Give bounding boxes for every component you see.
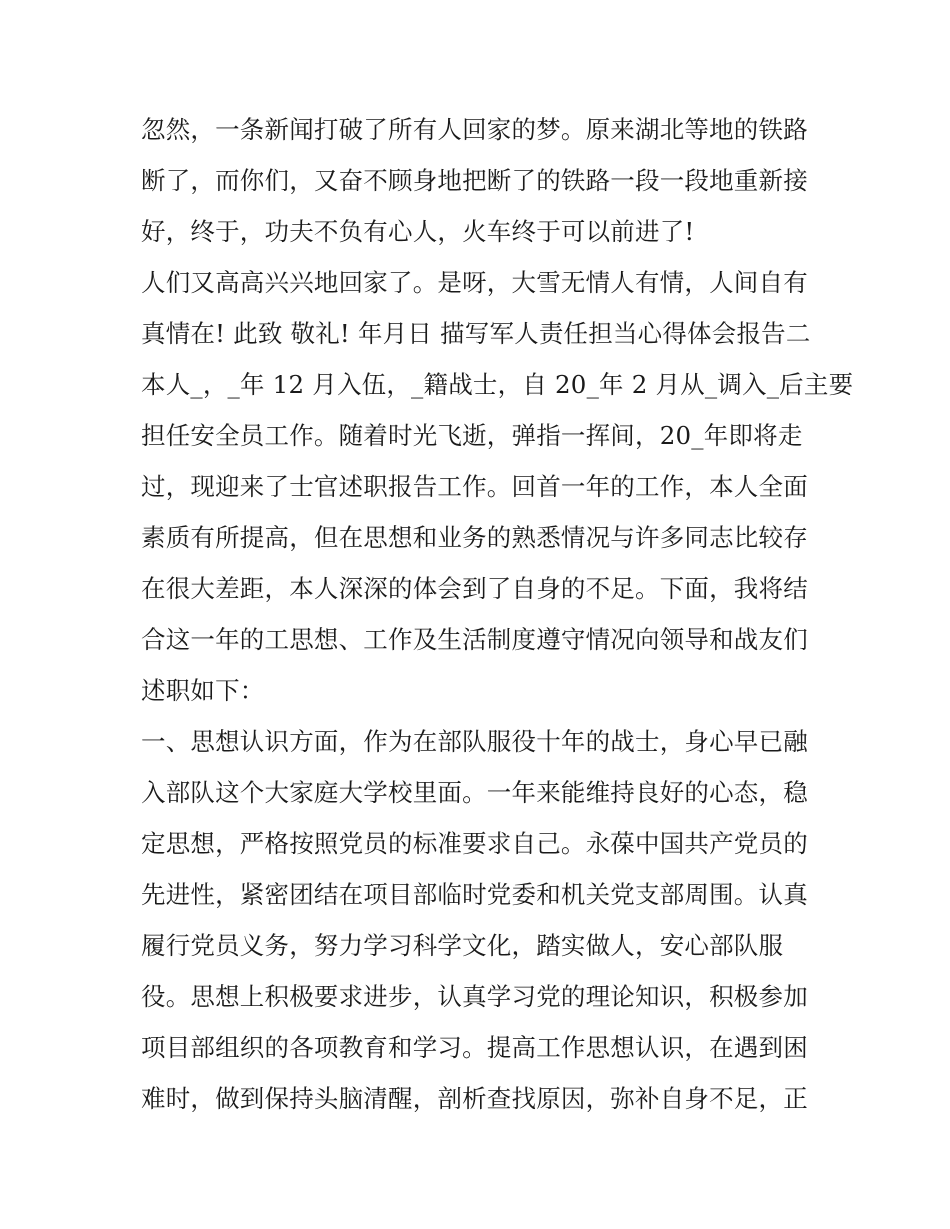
text-line: 役。思想上积极要求进步，认真学习党的理论知识，积极参加 <box>141 982 808 1011</box>
text-line: 难时，做到保持头脑清醒，剖析查找原因，弥补自身不足，正 <box>141 1084 808 1113</box>
text-line: 本人_，_年 12 月入伍，_籍战士，自 20_年 2 月从_调入_后主要 <box>141 370 854 399</box>
text-line: 人们又高高兴兴地回家了。是呀，大雪无情人有情，人间自有 <box>141 268 808 297</box>
text-line: 先进性，紧密团结在项目部临时党委和机关党支部周围。认真 <box>141 880 808 909</box>
text-line: 忽然，一条新闻打破了所有人回家的梦。原来湖北等地的铁路 <box>141 115 808 144</box>
text-line: 述职如下： <box>141 676 265 705</box>
text-line: 担任安全员工作。随着时光飞逝，弹指一挥间，20_年即将走 <box>141 421 803 450</box>
document-body <box>141 104 854 1124</box>
text-line: 一、思想认识方面，作为在部队服役十年的战士，身心早已融 <box>141 727 808 756</box>
text-line: 项目部组织的各项教育和学习。提高工作思想认识，在遇到困 <box>141 1033 808 1062</box>
text-line: 素质有所提高，但在思想和业务的熟悉情况与许多同志比较存 <box>141 523 808 552</box>
text-line: 入部队这个大家庭大学校里面。一年来能维持良好的心态，稳 <box>141 778 808 807</box>
text-line: 合这一年的工思想、工作及生活制度遵守情况向领导和战友们 <box>141 625 808 654</box>
text-line: 在很大差距，本人深深的体会到了自身的不足。下面，我将结 <box>141 574 808 603</box>
text-line: 过，现迎来了士官述职报告工作。回首一年的工作，本人全面 <box>141 472 808 501</box>
text-line: 履行党员义务，努力学习科学文化，踏实做人，安心部队服 <box>141 931 784 960</box>
text-line: 真情在! 此致 敬礼! 年月日 描写军人责任担当心得体会报告二 <box>141 319 811 348</box>
text-line: 定思想，严格按照党员的标准要求自己。永葆中国共产党员的 <box>141 829 808 858</box>
text-line: 好，终于，功夫不负有心人，火车终于可以前进了! <box>141 217 695 246</box>
text-line: 断了，而你们，又奋不顾身地把断了的铁路一段一段地重新接 <box>141 166 808 195</box>
